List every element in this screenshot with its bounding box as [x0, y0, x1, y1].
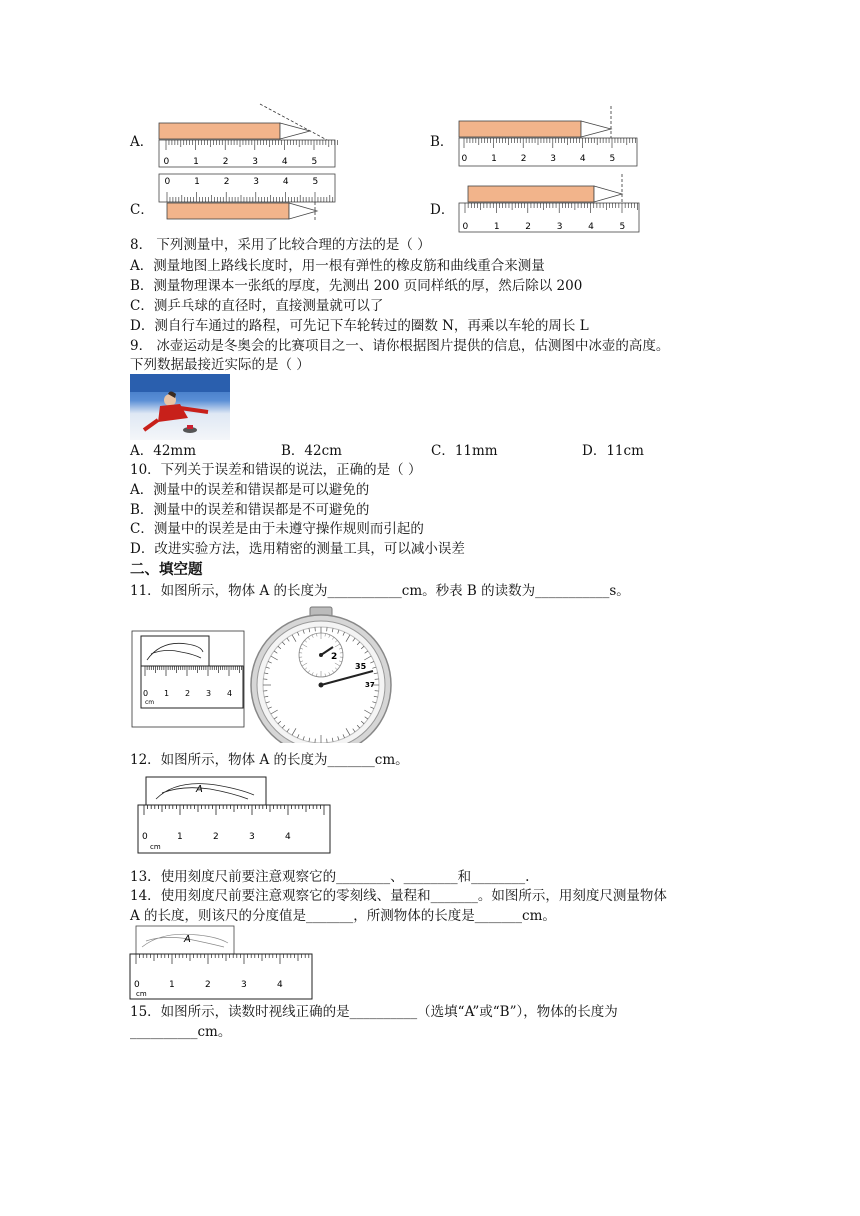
q11-unit: cm — [145, 699, 155, 706]
q10-option-d: D．改进实验方法，选用精密的测量工具，可以减小误差 — [130, 541, 465, 557]
ruler-figure-d — [456, 172, 641, 236]
stopwatch-label-35: 35 — [355, 662, 367, 671]
q12-tick-4: 4 — [285, 832, 291, 842]
ruler-number-1: 1 — [194, 177, 200, 187]
ruler-number-2: 2 — [223, 177, 230, 187]
q9-option-b: B．42cm — [281, 443, 342, 459]
q14-ruler-figure — [128, 925, 314, 1001]
q14-tick-1: 1 — [169, 980, 175, 990]
section-title: 二、填空题 — [130, 561, 203, 578]
ruler-number-2: 2 — [525, 222, 532, 232]
q8-stem: 8． 下列测量中，采用了比较合理的方法的是（ ） — [130, 237, 431, 253]
q14-tick-4: 4 — [277, 980, 283, 990]
q10-option-a: A．测量中的误差和错误都是可以避免的 — [130, 482, 370, 498]
ruler-number-1: 1 — [491, 154, 497, 164]
q10-option-c: C．测量中的误差是由于未遵守操作规则而引起的 — [130, 521, 424, 537]
option-d-label: D． — [430, 202, 455, 218]
q15-line2: __________cm。 — [130, 1024, 232, 1040]
ruler-number-4: 4 — [588, 222, 594, 232]
q12-ruler-figure — [136, 775, 332, 855]
q12-tick-0: 0 — [142, 832, 148, 842]
ruler-number-4: 4 — [281, 157, 288, 167]
q8-option-b: B．测量物理课本一张纸的厚度，先测出 200 页同样纸的厚，然后除以 200 — [130, 278, 583, 294]
q10-option-b: B．测量中的误差和错误都是不可避免的 — [130, 502, 370, 518]
q14-line1: 14．使用刻度尺前要注意观察它的零刻线、量程和_______。如图所示，用刻度尺测量物体 — [130, 888, 667, 904]
q12-tick-1: 1 — [177, 832, 183, 842]
q14-tick-0: 0 — [134, 980, 140, 990]
ruler-number-4: 4 — [579, 154, 586, 164]
q13-stem: 13．使用刻度尺前要注意观察它的________、________和________. — [130, 869, 530, 885]
q8-option-d: D．测自行车通过的路程，可先记下车轮转过的圈数 N，再乘以车轮的周长 L — [130, 318, 589, 334]
ruler-number-0: 0 — [462, 222, 469, 232]
q14-tick-3: 3 — [241, 980, 247, 990]
ruler-number-5: 5 — [609, 154, 616, 164]
ruler-number-5: 5 — [311, 157, 318, 167]
ruler-number-2: 2 — [520, 154, 527, 164]
q14-object-label: A — [184, 934, 191, 945]
ruler-number-0: 0 — [461, 154, 468, 164]
q15-line1: 15．如图所示，读数时视线正确的是__________（选填“A”或“B”），物体的长度为 — [130, 1004, 618, 1020]
q12-tick-2: 2 — [213, 832, 219, 842]
q9-option-d: D．11cm — [582, 443, 644, 459]
q11-tick-2: 2 — [185, 689, 191, 698]
option-b-label: B． — [430, 134, 454, 150]
q12-unit: cm — [150, 843, 161, 851]
q9-option-c: C．11mm — [431, 443, 498, 459]
ruler-number-3: 3 — [556, 222, 563, 232]
q9-option-a: A．42mm — [130, 443, 197, 459]
ruler-number-3: 3 — [252, 157, 259, 167]
curling-photo — [130, 374, 230, 440]
ruler-number-1: 1 — [193, 157, 199, 167]
q14-line2: A 的长度，则该尺的分度值是_______，所测物体的长度是_______cm。 — [130, 908, 556, 924]
ruler-figure-a — [155, 102, 340, 168]
q11-tick-1: 1 — [164, 689, 170, 698]
option-c-label: C． — [130, 202, 154, 218]
q9-stem-line2: 下列数据最接近实际的是（ ） — [130, 357, 310, 373]
q8-option-c: C．测乒乓球的直径时，直接测量就可以了 — [130, 298, 384, 314]
option-a-label: A． — [130, 134, 154, 150]
stopwatch-figure — [247, 603, 397, 743]
stopwatch-label-2: 2 — [331, 652, 338, 662]
ruler-number-0: 0 — [164, 177, 171, 187]
q12-object-label: A — [196, 784, 203, 795]
ruler-figure-b — [456, 104, 641, 168]
ruler-number-3: 3 — [550, 154, 557, 164]
stopwatch-label-37: 37 — [365, 681, 375, 689]
q10-stem: 10．下列关于误差和错误的说法，正确的是（ ） — [130, 462, 422, 478]
ruler-number-5: 5 — [312, 177, 319, 187]
q14-tick-2: 2 — [205, 980, 211, 990]
q9-stem-line1: 9． 冰壶运动是冬奥会的比赛项目之一、请你根据图片提供的信息，估测图中冰壶的高度。 — [130, 338, 670, 354]
q11-ruler-figure — [131, 630, 245, 728]
q12-tick-3: 3 — [249, 832, 255, 842]
q14-unit: cm — [136, 990, 147, 998]
q8-option-a: A．测量地图上路线长度时，用一根有弹性的橡皮筋和曲线重合来测量 — [130, 258, 545, 274]
q11-tick-4: 4 — [227, 689, 233, 698]
ruler-number-1: 1 — [493, 222, 500, 232]
q11-tick-3: 3 — [206, 689, 212, 698]
ruler-number-5: 5 — [619, 222, 626, 232]
q11-tick-0: 0 — [143, 689, 149, 698]
q11-stem: 11．如图所示，物体 A 的长度为___________cm。秒表 B 的读数为___________s。 — [130, 583, 630, 599]
ruler-figure-c — [155, 172, 340, 224]
ruler-number-0: 0 — [163, 157, 170, 167]
ruler-number-3: 3 — [253, 177, 260, 187]
q12-stem: 12．如图所示，物体 A 的长度为_______cm。 — [130, 752, 409, 768]
ruler-number-4: 4 — [282, 177, 289, 187]
ruler-number-2: 2 — [222, 157, 229, 167]
